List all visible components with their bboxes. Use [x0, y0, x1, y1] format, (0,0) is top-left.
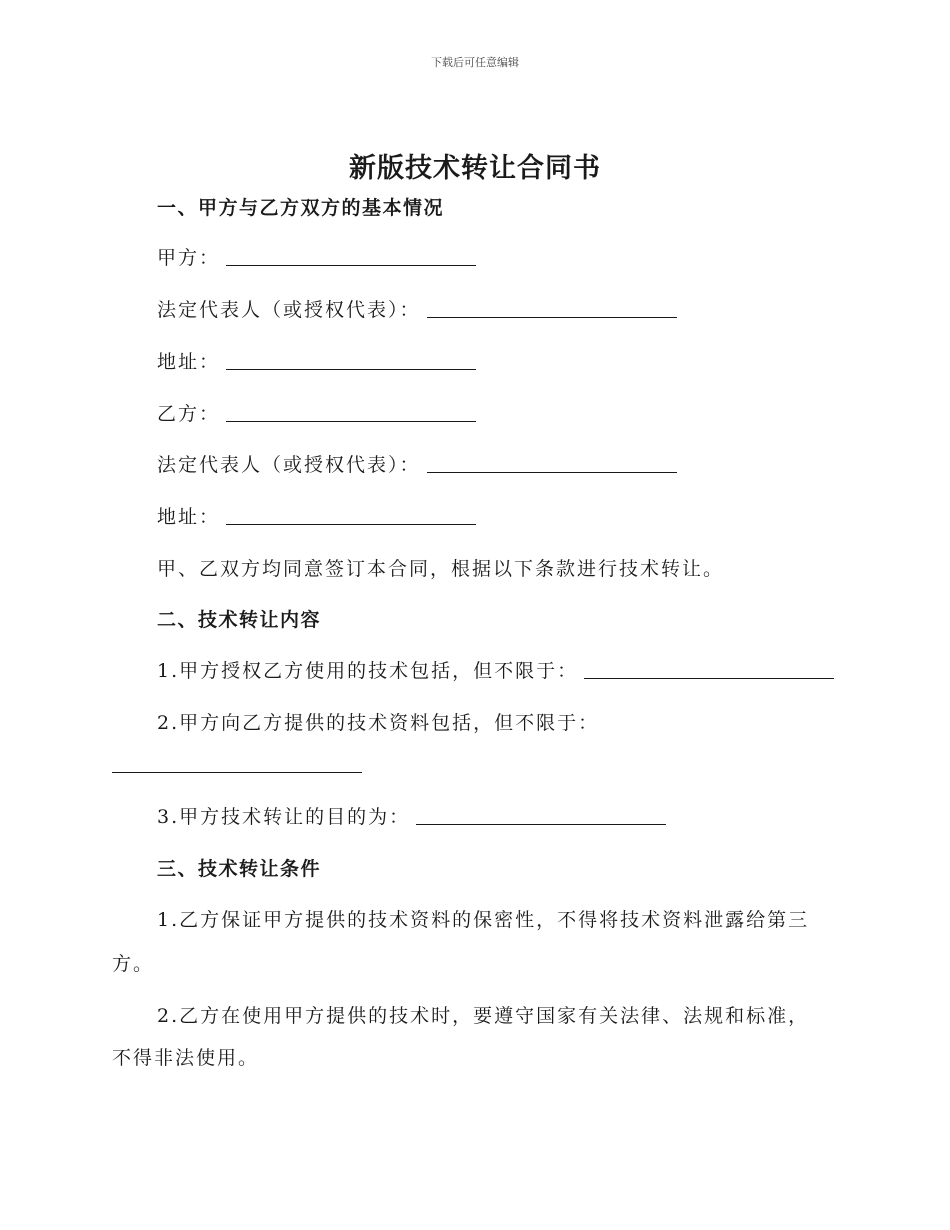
party-b-blank: [226, 403, 476, 422]
section2-item3-blank: [416, 806, 666, 825]
section2-item2-text: 2.甲方向乙方提供的技术资料包括，但不限于：: [157, 712, 600, 734]
section1-heading: 一、甲方与乙方双方的基本情况: [157, 197, 445, 219]
party-a-address-label: 地址：: [157, 351, 221, 373]
party-b-rep-row: [157, 452, 677, 478]
section3-item1-line2: 方。: [112, 953, 155, 975]
header-note: 下载后可任意编辑: [431, 56, 519, 69]
section2-item3-text: 3.甲方技术转让的目的为：: [157, 806, 411, 828]
party-b-address-blank: [226, 506, 476, 525]
section2-item2-blank: [112, 771, 362, 773]
party-b-label: 乙方：: [157, 403, 221, 425]
party-a-label: 甲方：: [157, 247, 221, 269]
party-a-address-blank: [226, 351, 476, 370]
agreement-paragraph: 甲、乙双方均同意签订本合同，根据以下条款进行技术转让。: [157, 558, 725, 580]
party-b-rep-label: 法定代表人（或授权代表）：: [157, 454, 421, 476]
party-a-rep-blank: [427, 299, 677, 318]
section3-item1-line1: 1.乙方保证甲方提供的技术资料的保密性，不得将技术资料泄露给第三: [157, 909, 810, 931]
section2-heading: 二、技术转让内容: [157, 609, 322, 631]
section2-item1-text: 1.甲方授权乙方使用的技术包括，但不限于：: [157, 660, 579, 682]
party-a-address-row: [157, 349, 476, 375]
party-a-blank: [226, 247, 476, 266]
section2-item1-blank: [584, 660, 834, 679]
party-b-address-row: [157, 504, 476, 530]
party-a-rep-label: 法定代表人（或授权代表）：: [157, 299, 421, 321]
section3-item2-line2: 不得非法使用。: [112, 1047, 260, 1069]
section3-item2-line1: 2.乙方在使用甲方提供的技术时，要遵守国家有关法律、法规和标准，: [157, 1005, 810, 1027]
party-a-rep-row: [157, 297, 677, 323]
section2-item3-row: [157, 804, 666, 830]
party-a-row: [157, 245, 476, 271]
party-b-address-label: 地址：: [157, 506, 221, 528]
section3-heading: 三、技术转让条件: [157, 858, 322, 880]
party-b-row: [157, 401, 476, 427]
document-title: 新版技术转让合同书: [349, 153, 601, 184]
party-b-rep-blank: [427, 454, 677, 473]
section2-item1-row: [157, 658, 834, 684]
